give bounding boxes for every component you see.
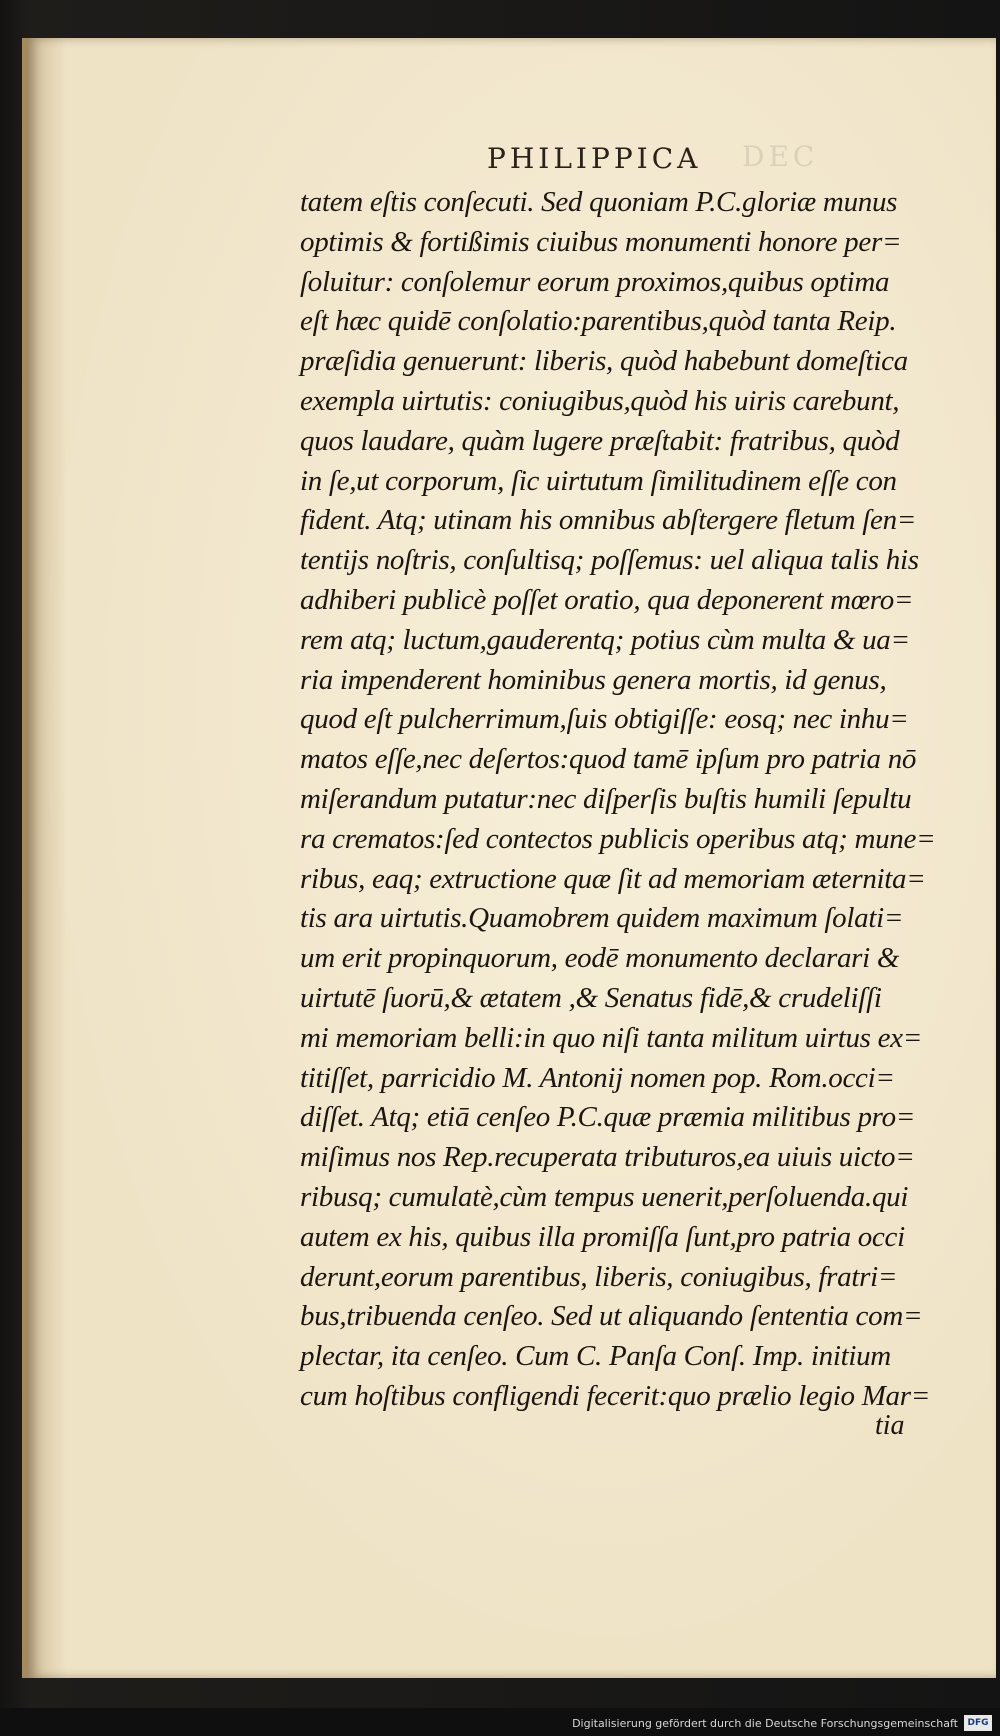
text-line: titiſſet, parricidio M. Antonij nomen pop. Rom.occi= [300,1061,895,1094]
text-line: præſidia genuerunt: liberis, quòd habebunt domeſtica [300,345,908,378]
text-line: diſſet. Atq; etiā cenſeo P.C.quæ præmia militibus pro= [300,1101,916,1134]
text-line: ribusq; cumulatè,cùm tempus uenerit,perſoluenda.qui [300,1180,909,1213]
text-line: autem ex his, quibus illa promiſſa ſunt,pro patria occi [300,1220,905,1253]
text-line: miſerandum putatur:nec diſperſis buſtis humili ſepultu [300,782,912,815]
catchword: tia [875,1410,905,1441]
text-line: exempla uirtutis: coniugibus,quòd his uiris carebunt, [300,384,900,417]
text-line: matos eſſe,nec deſertos:quod tamē ipſum pro patria nō [300,743,917,776]
text-line: uirtutē ſuorū,& ætatem ,& Senatus fidē,& crudeliſſi [300,981,882,1014]
text-line: in ſe,ut corporum, ſic uirtutum ſimilitudinem eſſe con [300,464,897,497]
text-line: ſoluitur: conſolemur eorum proximos,quibus optima [300,265,890,298]
text-line: derunt,eorum parentibus, liberis, coniugibus, fratri= [300,1260,898,1293]
text-line: um erit propinquorum, eodē monumento declarari & [300,942,900,975]
text-line: tatem eſtis conſecuti. Sed quoniam P.C.gloriæ munus [300,186,898,218]
text-line: quos laudare, quàm lugere præſtabit: fratribus, quòd [300,424,900,457]
text-line: tis ara uirtutis.Quamobrem quidem maximum ſolati= [300,902,904,935]
text-line: eſt hæc quidē conſolatio:parentibus,quòd tanta Reip. [300,305,897,338]
text-line: ribus, eaq; extructione quæ ſit ad memoriam æternita= [300,862,926,895]
body-text [300,183,950,1417]
text-line: cum hoſtibus confligendi fecerit:quo prælio legio Mar= [300,1379,931,1412]
text-line: miſimus nos Rep.recuperata tributuros,ea uiuis uicto= [300,1141,915,1174]
text-line: ra crematos:ſed contectos publicis operibus atq; mune= [300,822,936,855]
footer-bar [0,1708,1000,1736]
text-line: optimis & fortißimis ciuibus monumenti honore per= [300,225,902,258]
text-line: fident. Atq; utinam his omnibus abſtergere fletum ſen= [300,504,917,537]
text-line: bus,tribuenda cenſeo. Sed ut aliquando ſententia com= [300,1300,923,1333]
text-line: adhiberi publicè poſſet oratio, qua deponerent mœro= [300,583,914,616]
text-line: tentijs noſtris, conſultisq; poſſemus: uel aliqua talis his [300,544,919,577]
funding-note: Digitalisierung gefördert durch die Deutsche Forschungsgemeinschaft [572,1717,958,1730]
text-line: rem atq; luctum,gauderentq; potius cùm multa & ua= [300,623,910,656]
show-through-text: DEC [742,140,819,173]
text-line: quod eſt pulcherrimum,ſuis obtigiſſe: eosq; nec inhu= [300,703,909,736]
dfg-logo: DFG [964,1715,992,1731]
text-line: ria impenderent hominibus genera mortis, id genus, [300,663,887,696]
running-head: PHILIPPICA [487,142,702,175]
text-line: plectar, ita cenſeo. Cum C. Panſa Conſ. Imp. initium [300,1340,891,1373]
text-line: mi memoriam belli:in quo niſi tanta militum uirtus ex= [300,1021,922,1054]
